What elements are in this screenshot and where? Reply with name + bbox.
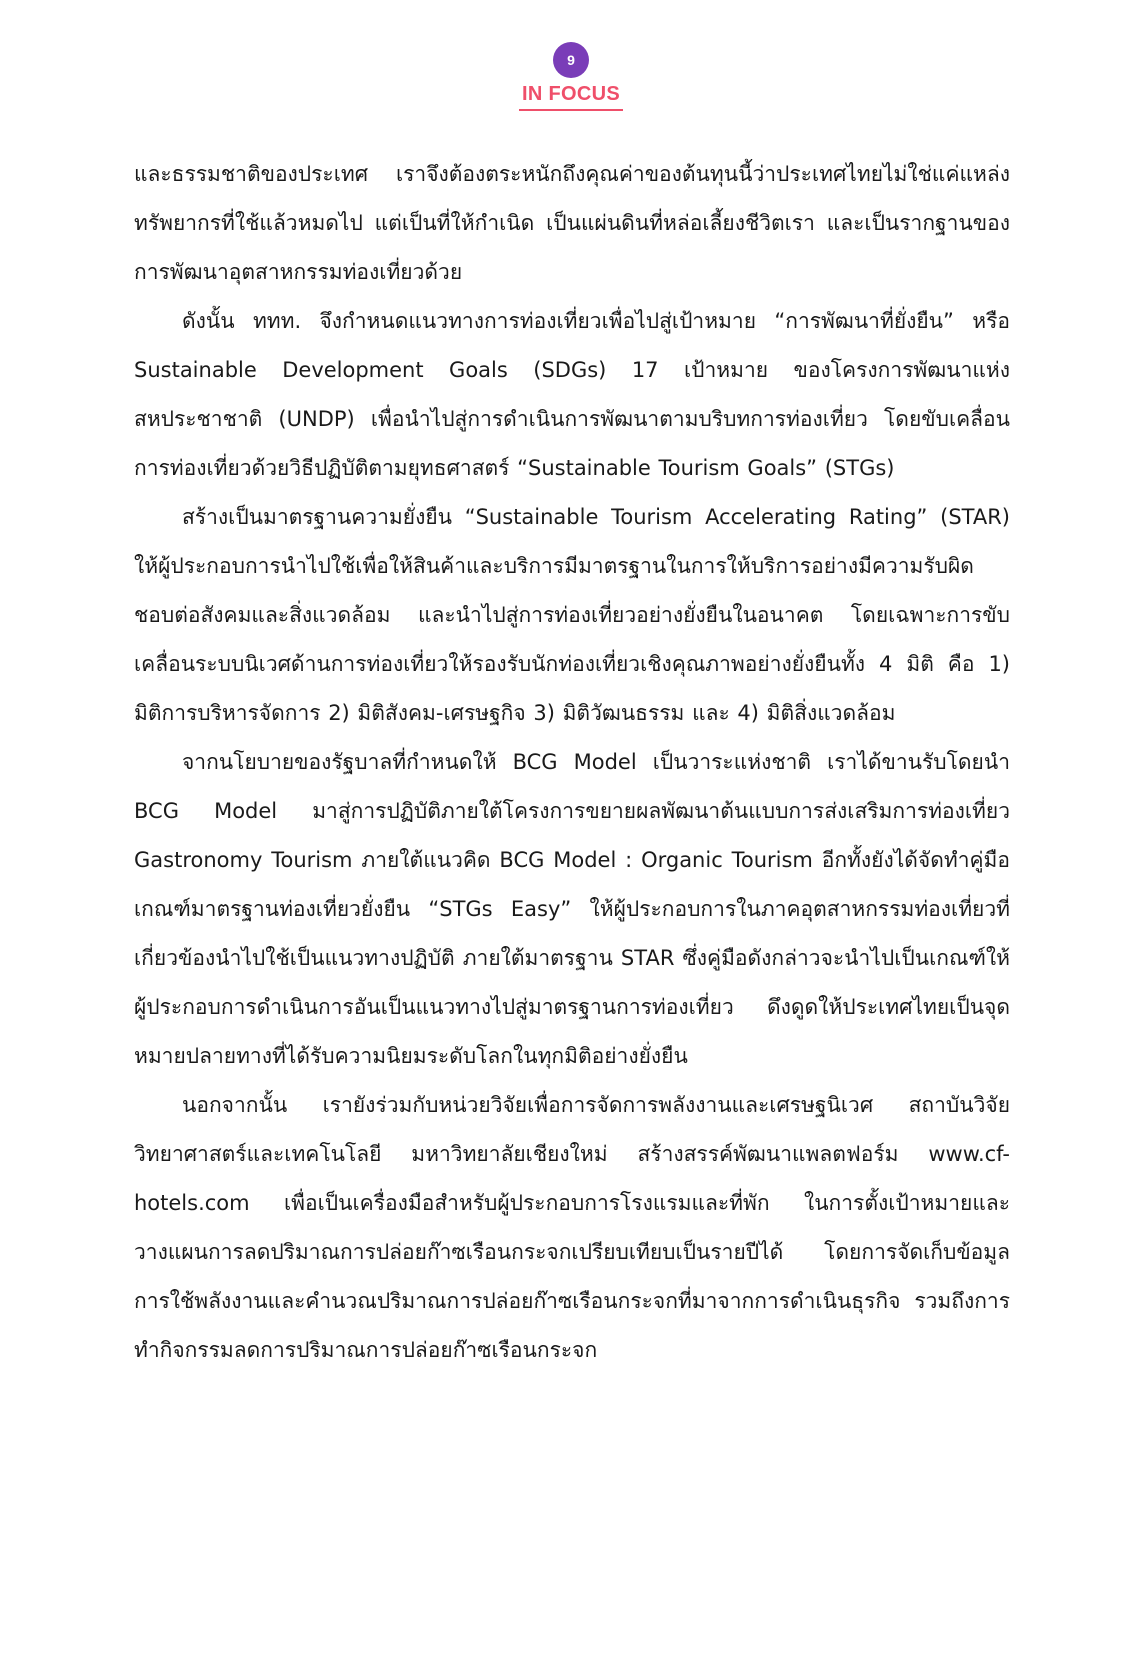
paragraph-2: ดังนั้น ททท. จึงกำหนดแนวทางการท่องเที่ยวเพื่อไปสู่เป้าหมาย “การพัฒนาที่ยั่งยืน” หรือ Sustainable Development Goals (SDGs) 17 เป้าหมาย ของโครงการพัฒนาแห่งสหประชาชาติ (UNDP) เพื่อนำไปสู่การดำเนินการพัฒนาตามบริบทการท่องเที่ยว โดยขับเคลื่อนการท่องเที่ยวด้วยวิธีปฏิบัติตามยุทธศาสตร์ “Sustainable Tourism Goals” (STGs) — [134, 309, 1010, 480]
page-number-badge: 9 — [553, 42, 589, 78]
paragraph-1: และธรรมชาติของประเทศ เราจึงต้องตระหนักถึงคุณค่าของต้นทุนนี้ว่าประเทศไทยไม่ใช่แค่แหล่งทรัพยากรที่ใช้แล้วหมดไป แต่เป็นที่ให้กำเนิด เป็นแผ่นดินที่หล่อเลี้ยงชีวิตเรา และเป็นรากฐานของการพัฒนาอุตสาหกรรมท่องเที่ยวด้วย — [134, 162, 1010, 284]
page-header — [0, 42, 1142, 111]
paragraph-3: สร้างเป็นมาตรฐานความยั่งยืน “Sustainable Tourism Accelerating Rating” (STAR) ให้ผู้ประกอบการนำไปใช้เพื่อให้สินค้าและบริการมีมาตรฐานในการให้บริการอย่างมีความรับผิดชอบต่อสังคมและสิ่งแวดล้อม และนำไปสู่การท่องเที่ยวอย่างยั่งยืนในอนาคต โดยเฉพาะการขับเคลื่อนระบบนิเวศด้านการท่องเที่ยวให้รองรับนักท่องเที่ยวเชิงคุณภาพอย่างยั่งยืนทั้ง 4 มิติ คือ 1) มิติการบริหารจัดการ 2) มิติสังคม-เศรษฐกิจ 3) มิติวัฒนธรรม และ 4) มิติสิ่งแวดล้อม — [134, 505, 1010, 725]
section-label: IN FOCUS — [519, 82, 623, 111]
paragraph-5: นอกจากนั้น เรายังร่วมกับหน่วยวิจัยเพื่อการจัดการพลังงานและเศรษฐนิเวศ สถาบันวิจัยวิทยาศาสตร์และเทคโนโลยี มหาวิทยาลัยเชียงใหม่ สร้างสรรค์พัฒนาแพลตฟอร์ม www.cf-hotels.com เพื่อเป็นเครื่องมือสำหรับผู้ประกอบการโรงแรมและที่พัก ในการตั้งเป้าหมายและวางแผนการลดปริมาณการปล่อยก๊าซเรือนกระจกเปรียบเทียบเป็นรายปีได้ โดยการจัดเก็บข้อมูลการใช้พลังงานและคำนวณปริมาณการปล่อยก๊าซเรือนกระจกที่มาจากการดำเนินธุรกิจ รวมถึงการทำกิจกรรมลดการปริมาณการปล่อยก๊าซเรือนกระจก — [134, 1093, 1010, 1362]
article-body — [134, 150, 1010, 1375]
paragraph-4: จากนโยบายของรัฐบาลที่กำหนดให้ BCG Model เป็นวาระแห่งชาติ เราได้ขานรับโดยนำ BCG Model มาสู่การปฏิบัติภายใต้โครงการขยายผลพัฒนาต้นแบบการส่งเสริมการท่องเที่ยว Gastronomy Tourism ภายใต้แนวคิด BCG Model : Organic Tourism อีกทั้งยังได้จัดทำคู่มือเกณฑ์มาตรฐานท่องเที่ยวยั่งยืน “STGs Easy” ให้ผู้ประกอบการในภาคอุตสาหกรรมท่องเที่ยวที่เกี่ยวข้องนำไปใช้เป็นแนวทางปฏิบัติ ภายใต้มาตรฐาน STAR ซึ่งคู่มือดังกล่าวจะนำไปเป็นเกณฑ์ให้ผู้ประกอบการดำเนินการอันเป็นแนวทางไปสู่มาตรฐานการท่องเที่ยว ดึงดูดให้ประเทศไทยเป็นจุดหมายปลายทางที่ได้รับความนิยมระดับโลกในทุกมิติอย่างยั่งยืน — [134, 750, 1010, 1068]
